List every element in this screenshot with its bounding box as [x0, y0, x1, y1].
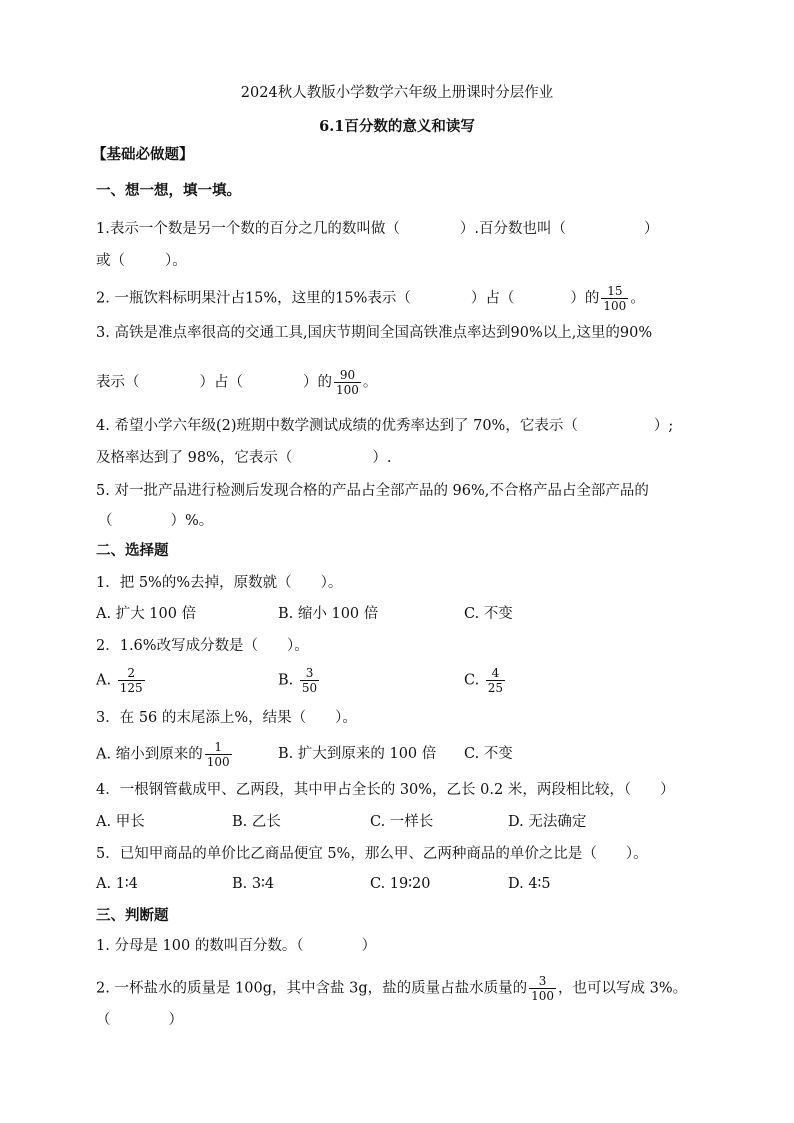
part1-q2	[96, 284, 645, 313]
part2-q4-option-a[interactable]: A. 甲长	[96, 814, 145, 830]
fraction-1-100: $\frac{1}{100}$	[206, 740, 230, 769]
part2-q2: 2．1.6%改写成分数是（ ）。	[96, 638, 309, 654]
q3-text-b: 表示（	[96, 374, 140, 391]
part2-q1-option-b[interactable]: B. 缩小 100 倍	[278, 606, 379, 622]
part3-heading: 三、判断题	[96, 907, 169, 924]
q2-text-d: 。	[630, 290, 645, 307]
q1-text-b: ）.百分数也叫（	[459, 221, 566, 237]
fraction-90-100: $\frac{90}{100}$	[336, 368, 359, 397]
part1-q3-line2	[96, 368, 377, 397]
q4-text-a: 4. 希望小学六年级(2)班期中数学测试成绩的优秀率达到了 70%，它表示（	[96, 418, 578, 434]
part2-q5-option-a[interactable]: A. 1∶4	[96, 876, 138, 892]
q1-text-a: 1.表示一个数是另一个数的百分之几的数叫做（	[96, 221, 400, 237]
q1-text-c: ）	[643, 221, 659, 237]
part1-heading: 一、想一想，填一填。	[96, 182, 241, 199]
q1-text-e: ）。	[165, 253, 187, 269]
section-heading-basic: 【基础必做题】	[92, 146, 194, 163]
p3-q2-text-b: ，也可以写成 3%。	[558, 980, 688, 997]
part2-q4-option-d[interactable]: D. 无法确定	[508, 814, 587, 830]
q2-text-c: ）的	[570, 290, 600, 307]
fraction-15-100: $\frac{15}{100}$	[603, 284, 627, 313]
part2-heading: 二、选择题	[96, 542, 169, 559]
part2-q5-option-c[interactable]: C. 19∶20	[370, 876, 431, 892]
q4-text-d: ）.	[372, 450, 392, 466]
part2-q3-option-c[interactable]: C. 不变	[464, 746, 513, 762]
part2-q5: 5．已知甲商品的单价比乙商品便宜 5%，那么甲、乙两种商品的单价之比是（ ）。	[96, 846, 648, 862]
part3-q1: 1. 分母是 100 的数叫百分数。（ ）	[96, 938, 377, 954]
fraction-3-100: $\frac{3}{100}$	[531, 974, 555, 1003]
q3-text-c: ）占（	[199, 374, 243, 391]
p3-q2-text-a: 2. 一杯盐水的质量是 100g，其中含盐 3g，盐的质量占盐水质量的	[96, 980, 528, 997]
part1-q4-line1	[96, 416, 673, 436]
part1-q3-line1: 3. 高铁是准点率很高的交通工具,国庆节期间全国高铁准点率达到90%以上,这里的90%	[96, 325, 653, 341]
q2-text-b: ）占（	[470, 290, 515, 307]
part2-q3-option-b[interactable]: B. 扩大到原来的 100 倍	[278, 746, 437, 762]
q1-text-d: 或（	[96, 253, 125, 269]
q4-text-b: ）;	[653, 418, 674, 434]
part2-q4-option-c[interactable]: C. 一样长	[370, 814, 434, 830]
fraction-4-25: $\frac{4}{25}$	[487, 666, 504, 695]
q5-text-c: ）%。	[170, 513, 214, 529]
part2-q1-option-a[interactable]: A. 扩大 100 倍	[96, 606, 197, 622]
part1-q4-line2	[96, 448, 391, 468]
part1-q5-line2	[98, 511, 213, 531]
part1-q1-line2	[96, 251, 187, 271]
q5-text-b: （	[98, 513, 113, 529]
q2-text-a: 2. 一瓶饮料标明果汁占15%，这里的15%表示（	[96, 290, 411, 307]
part2-q2-option-c[interactable]: C. $\frac{4}{25}$	[464, 666, 504, 695]
q3-text-d: ）的	[303, 374, 332, 391]
part2-q2-option-a[interactable]: A. $\frac{2}{125}$	[96, 666, 143, 695]
part2-q4-option-b[interactable]: B. 乙长	[232, 814, 281, 830]
fraction-3-50: $\frac{3}{50}$	[301, 666, 318, 695]
part3-q2-line2: （ ）	[96, 1012, 183, 1028]
fraction-2-125: $\frac{2}{125}$	[119, 666, 143, 695]
q4-text-c: 及格率达到了 98%，它表示（	[96, 450, 293, 466]
part2-q5-option-d[interactable]: D. 4∶5	[508, 876, 551, 892]
part2-q4: 4．一根钢管截成甲、乙两段，其中甲占全长的 30%，乙长 0.2 米，两段相比较，（ ）	[96, 782, 675, 798]
document-title: 2024秋人教版小学数学六年级上册课时分层作业	[240, 85, 554, 101]
part1-q1-line1	[96, 219, 658, 239]
part2-q2-option-b[interactable]: B. $\frac{3}{50}$	[278, 666, 318, 695]
part2-q1: 1．把 5%的%去掉，原数就（ ）。	[96, 575, 343, 591]
part2-q5-option-b[interactable]: B. 3∶4	[232, 876, 275, 892]
lesson-subtitle: 6.1百分数的意义和读写	[319, 118, 475, 135]
part2-q3: 3．在 56 的末尾添上%，结果（ ）。	[96, 710, 357, 726]
q3-text-e: 。	[362, 374, 378, 391]
part1-q5-line1: 5. 对一批产品进行检测后发现合格的产品占全部产品的 96%,不合格产品占全部产品的	[96, 483, 649, 499]
part3-q2-line1	[96, 974, 687, 1003]
part2-q3-option-a[interactable]: A. 缩小到原来的 $\frac{1}{100}$	[96, 740, 230, 769]
part2-q1-option-c[interactable]: C. 不变	[464, 606, 513, 622]
